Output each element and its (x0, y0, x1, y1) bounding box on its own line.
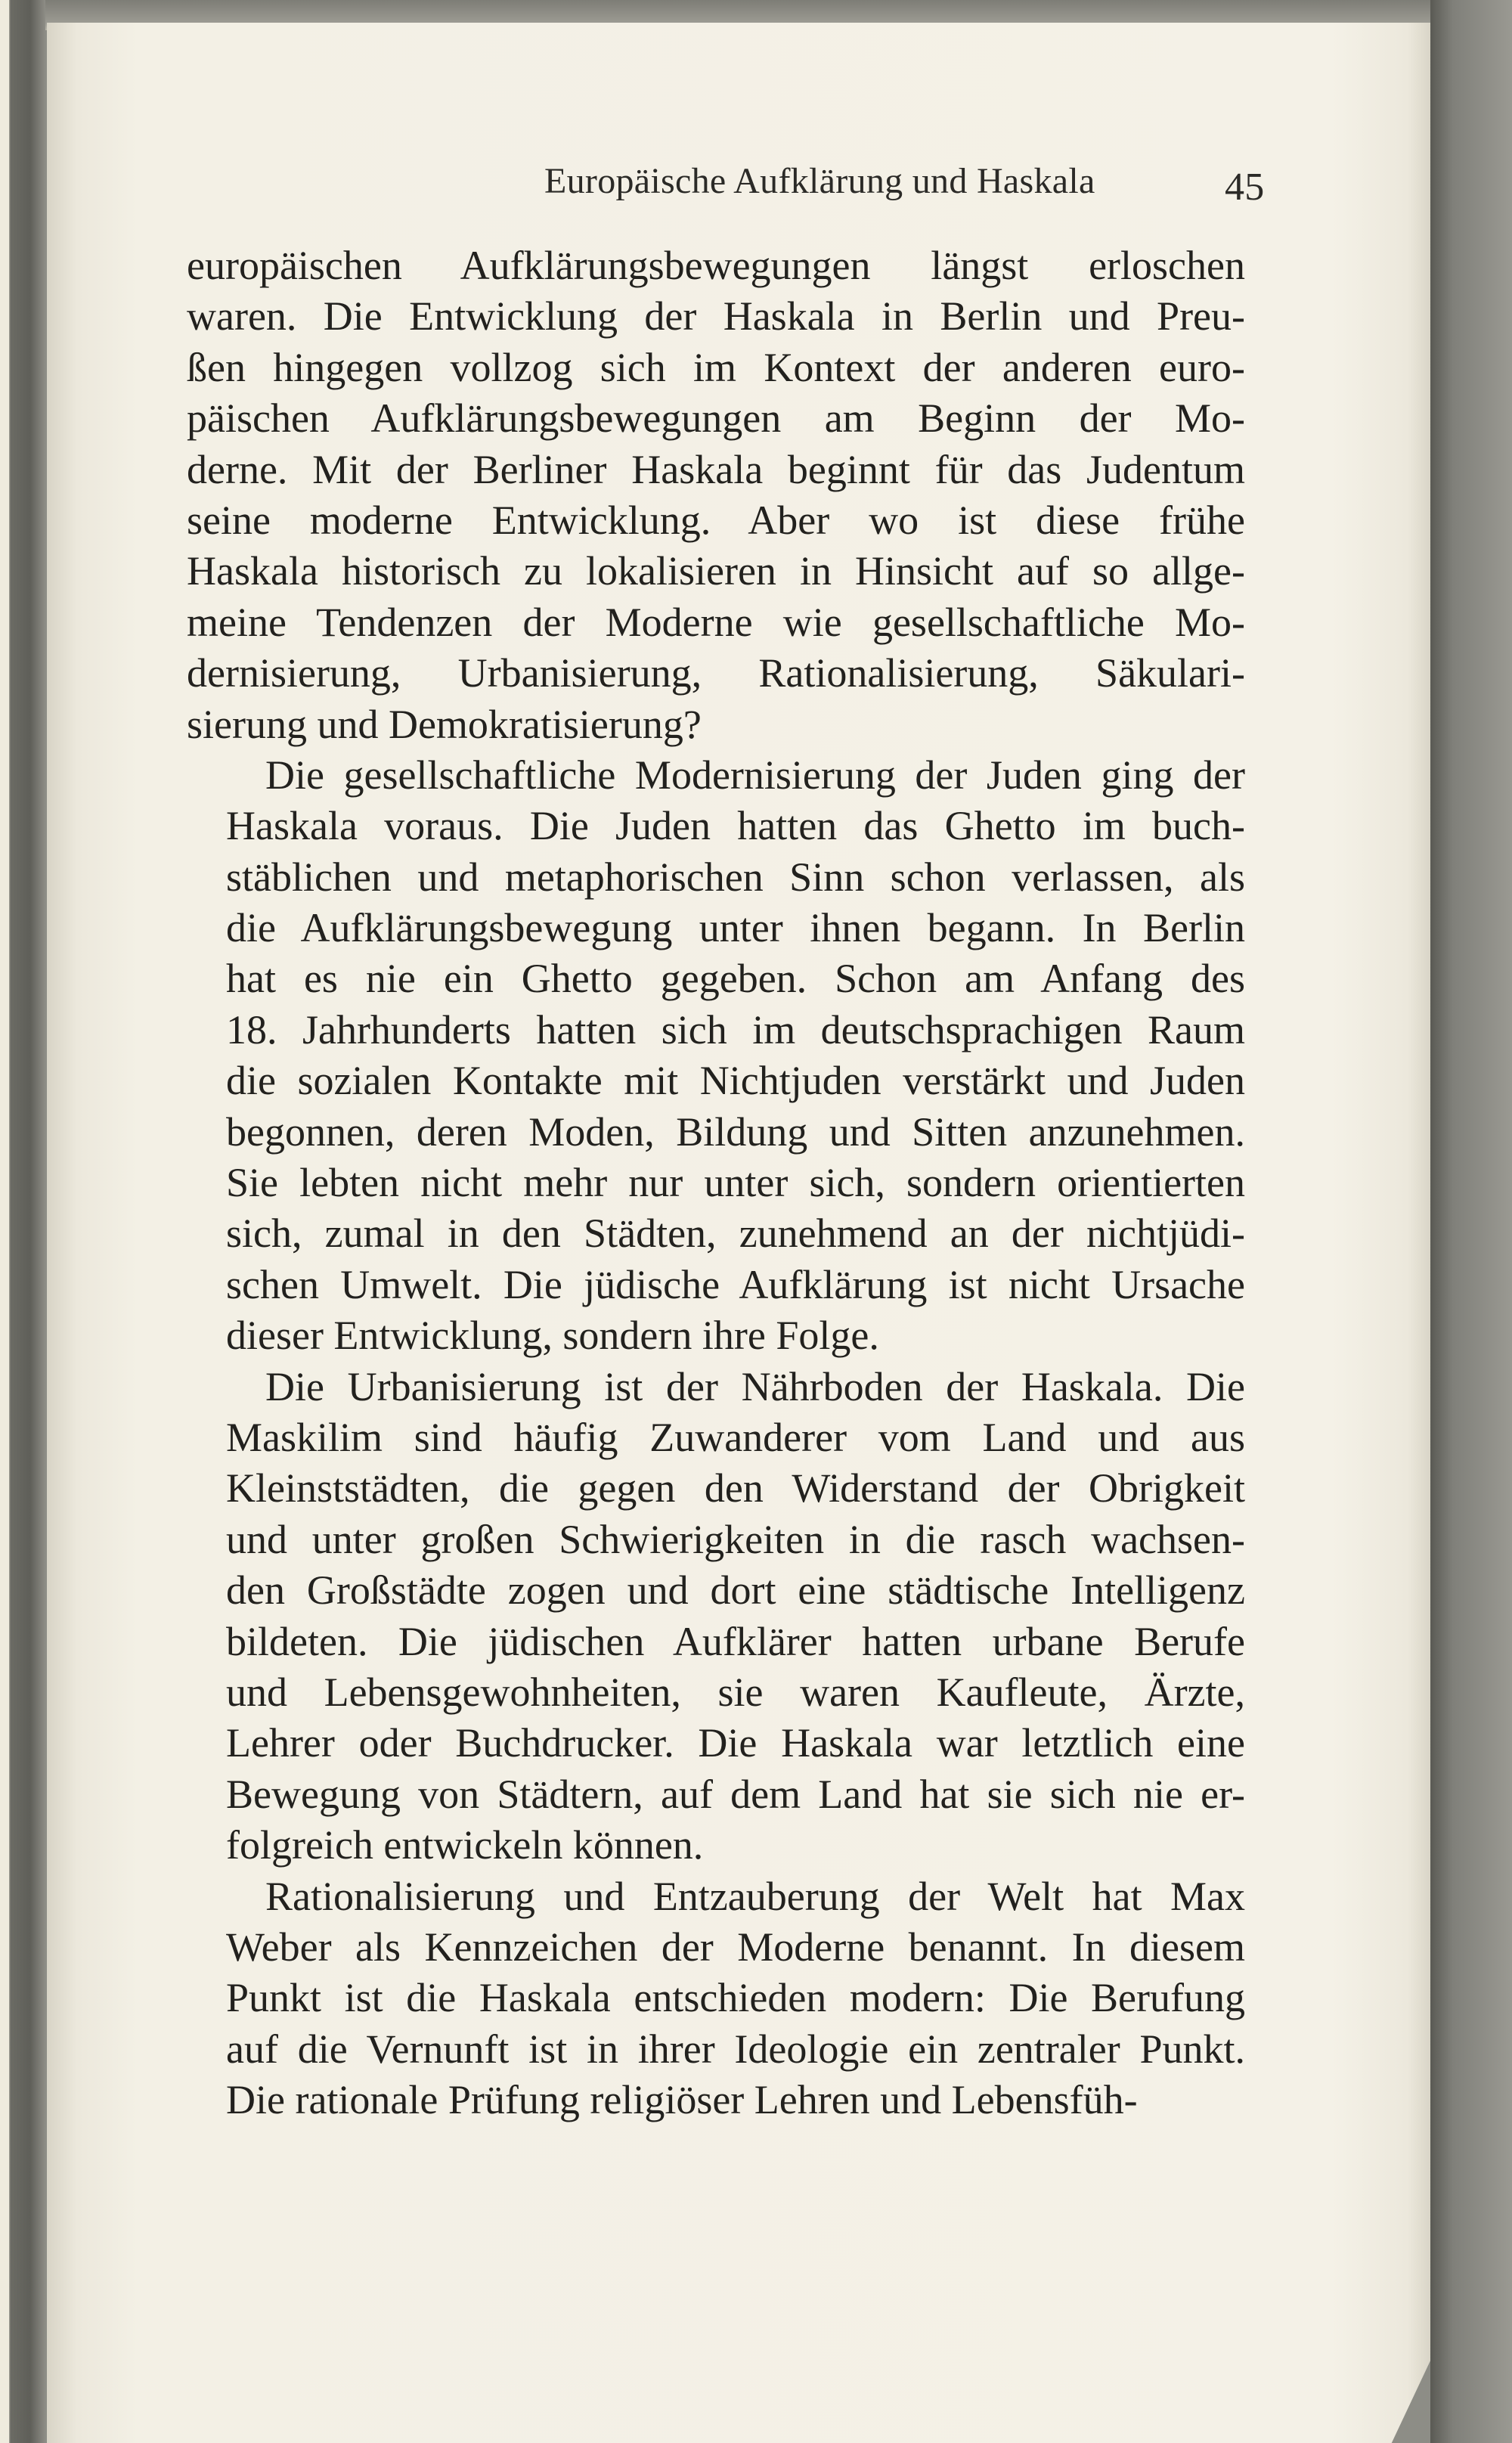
paragraph (187, 750, 1245, 1362)
text-line: Haskala voraus. Die Juden hatten das Ghetto im buch- (226, 803, 1245, 849)
text-line: Haskala historisch zu lokalisieren in Hinsicht auf so allge- (187, 548, 1245, 594)
text-line: schen Umwelt. Die jüdische Aufklärung ist nicht Ursache (226, 1261, 1245, 1307)
text-line: Kleinststädten, die gegen den Widerstand der Obrigkeit (226, 1465, 1245, 1511)
text-line: Lehrer oder Buchdrucker. Die Haskala war letztlich eine (226, 1720, 1245, 1766)
text-line: Die gesellschaftliche Modernisierung der Juden ging der (265, 752, 1245, 798)
facing-page-strip (0, 0, 9, 2443)
text-line: hat es nie ein Ghetto gegeben. Schon am Anfang des (226, 956, 1245, 1002)
text-line: Die rationale Prüfung religiöser Lehren und Lebensfüh- (226, 2077, 1138, 2123)
text-line: und Lebensgewohnheiten, sie waren Kaufleute, Ärzte, (226, 1669, 1245, 1715)
paragraph (187, 1362, 1245, 1871)
text-line: Die Urbanisierung ist der Nährboden der Haskala. Die (265, 1363, 1245, 1409)
text-line: begonnen, deren Moden, Bildung und Sitten anzunehmen. (226, 1108, 1245, 1155)
text-line: Punkt ist die Haskala entschieden modern: Die Berufung (226, 1975, 1245, 2021)
text-line: dieser Entwicklung, sondern ihre Folge. (226, 1313, 879, 1359)
text-line: seine moderne Entwicklung. Aber wo ist diese frühe (187, 497, 1245, 543)
running-head (544, 160, 1300, 209)
text-line: sierung und Demokratisierung? (187, 701, 702, 747)
text-line: derne. Mit der Berliner Haskala beginnt für das Judentum (187, 446, 1245, 492)
paragraph (187, 240, 1245, 750)
text-line: stäblichen und metaphorischen Sinn schon verlassen, als (226, 854, 1245, 900)
text-line: päischen Aufklärungsbewegungen am Beginn der Mo- (187, 395, 1245, 442)
text-line: Sie lebten nicht mehr nur unter sich, sondern orientierten (226, 1160, 1245, 1206)
text-line: Bewegung von Städtern, auf dem Land hat sie sich nie er- (226, 1771, 1245, 1817)
page-number: 45 (1225, 166, 1265, 209)
text-line: auf die Vernunft ist in ihrer Ideologie ein zentraler Punkt. (226, 2026, 1245, 2072)
text-line: meine Tendenzen der Moderne wie gesellschaftliche Mo- (187, 599, 1245, 645)
text-line: waren. Die Entwicklung der Haskala in Berlin und Preu- (187, 293, 1245, 339)
text-line: Maskilim sind häufig Zuwanderer vom Land und aus (226, 1414, 1245, 1460)
text-line: europäischen Aufklärungsbewegungen längst erloschen (187, 243, 1245, 288)
text-line: bildeten. Die jüdischen Aufklärer hatten urbane Berufe (226, 1618, 1245, 1664)
text-line: 18. Jahrhunderts hatten sich im deutschsprachigen Raum (226, 1006, 1245, 1053)
text-line: die Aufklärungsbewegung unter ihnen begann. In Berlin (226, 905, 1245, 951)
scan-right-background (1430, 0, 1512, 2443)
text-line: und unter großen Schwierigkeiten in die rasch wachsen- (226, 1516, 1245, 1562)
text-line: dernisierung, Urbanisierung, Rationalisierung, Säkulari- (187, 650, 1245, 696)
text-line: den Großstädte zogen und dort eine städtische Intelligenz (226, 1567, 1245, 1614)
running-title: Europäische Aufklärung und Haskala (544, 161, 1095, 201)
paragraph (187, 1871, 1245, 2126)
text-line: ßen hingegen vollzog sich im Kontext der anderen euro- (187, 344, 1245, 390)
text-line: sich, zumal in den Städten, zunehmend an der nichtjüdi- (226, 1211, 1245, 1257)
body-text (187, 240, 1245, 2125)
text-line: Weber als Kennzeichen der Moderne benannt. In diesem (226, 1924, 1245, 1970)
text-line: folgreich entwickeln können. (226, 1822, 704, 1868)
text-line: die sozialen Kontakte mit Nichtjuden verstärkt und Juden (226, 1058, 1245, 1104)
text-line: Rationalisierung und Entzauberung der Welt hat Max (265, 1873, 1245, 1919)
